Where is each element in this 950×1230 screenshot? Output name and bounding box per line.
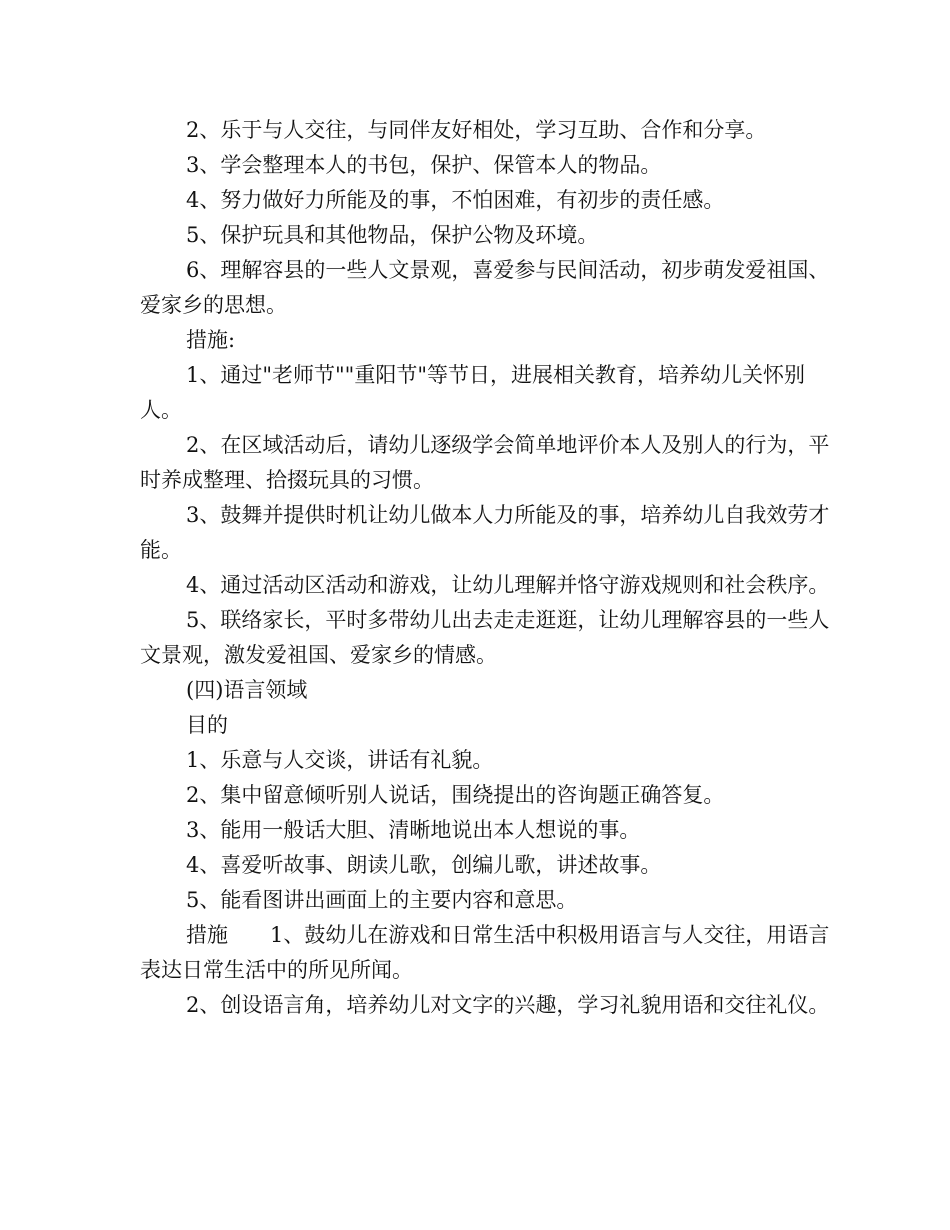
paragraph-language-measure-1 [140,918,830,988]
heading-language-domain: (四)语言领域 [186,678,308,702]
language-measure-1-text: 1、鼓幼儿在游戏和日常生活中积极用语言与人交往，用语言表达日常生活中的所见所闻。 [140,923,830,982]
paragraph-social-goal-5: 5、保护玩具和其他物品，保护公物及环境。 [186,223,599,247]
paragraph-social-goal-4: 4、努力做好力所能及的事，不怕困难，有初步的责任感。 [186,188,725,212]
paragraph-social-measure-3: 3、鼓舞并提供时机让幼儿做本人力所能及的事，培养幼儿自我效劳才能。 [140,503,830,562]
paragraph-language-goal-3: 3、能用一般话大胆、清晰地说出本人想说的事。 [186,818,641,842]
paragraph-social-goal-3: 3、学会整理本人的书包，保护、保管本人的物品。 [186,153,662,177]
paragraph-social-measure-5: 5、联络家长，平时多带幼儿出去走走逛逛，让幼儿理解容县的一些人文景观，激发爱祖国、爱家乡的情感。 [140,608,830,667]
document-page [140,113,830,1023]
heading-language-goals: 目的 [186,713,228,737]
paragraph-social-goal-2: 2、乐于与人交往，与同伴友好相处，学习互助、合作和分享。 [186,118,767,142]
paragraph-language-goal-4: 4、喜爱听故事、朗读儿歌，创编儿歌，讲述故事。 [186,853,662,877]
paragraph-social-measure-4: 4、通过活动区活动和游戏，让幼儿理解并恪守游戏规则和社会秩序。 [186,573,830,597]
paragraph-language-measure-2: 2、创设语言角，培养幼儿对文字的兴趣，学习礼貌用语和交往礼仪。 [186,993,830,1017]
heading-language-measures: 措施 [186,923,228,947]
heading-social-measures: 措施: [186,328,236,352]
paragraph-social-goal-6: 6、理解容县的一些人文景观，喜爱参与民间活动，初步萌发爱祖国、爱家乡的思想。 [140,258,830,317]
paragraph-social-measure-1: 1、通过"老师节""重阳节"等节日，进展相关教育，培养幼儿关怀别人。 [140,363,805,422]
paragraph-language-goal-1: 1、乐意与人交谈，讲话有礼貌。 [186,748,494,772]
paragraph-social-measure-2: 2、在区域活动后，请幼儿逐级学会简单地评价本人及别人的行为，平时养成整理、拾掇玩具的习惯。 [140,433,830,492]
paragraph-language-goal-2: 2、集中留意倾听别人说话，围绕提出的咨询题正确答复。 [186,783,725,807]
paragraph-language-goal-5: 5、能看图讲出画面上的主要内容和意思。 [186,888,578,912]
